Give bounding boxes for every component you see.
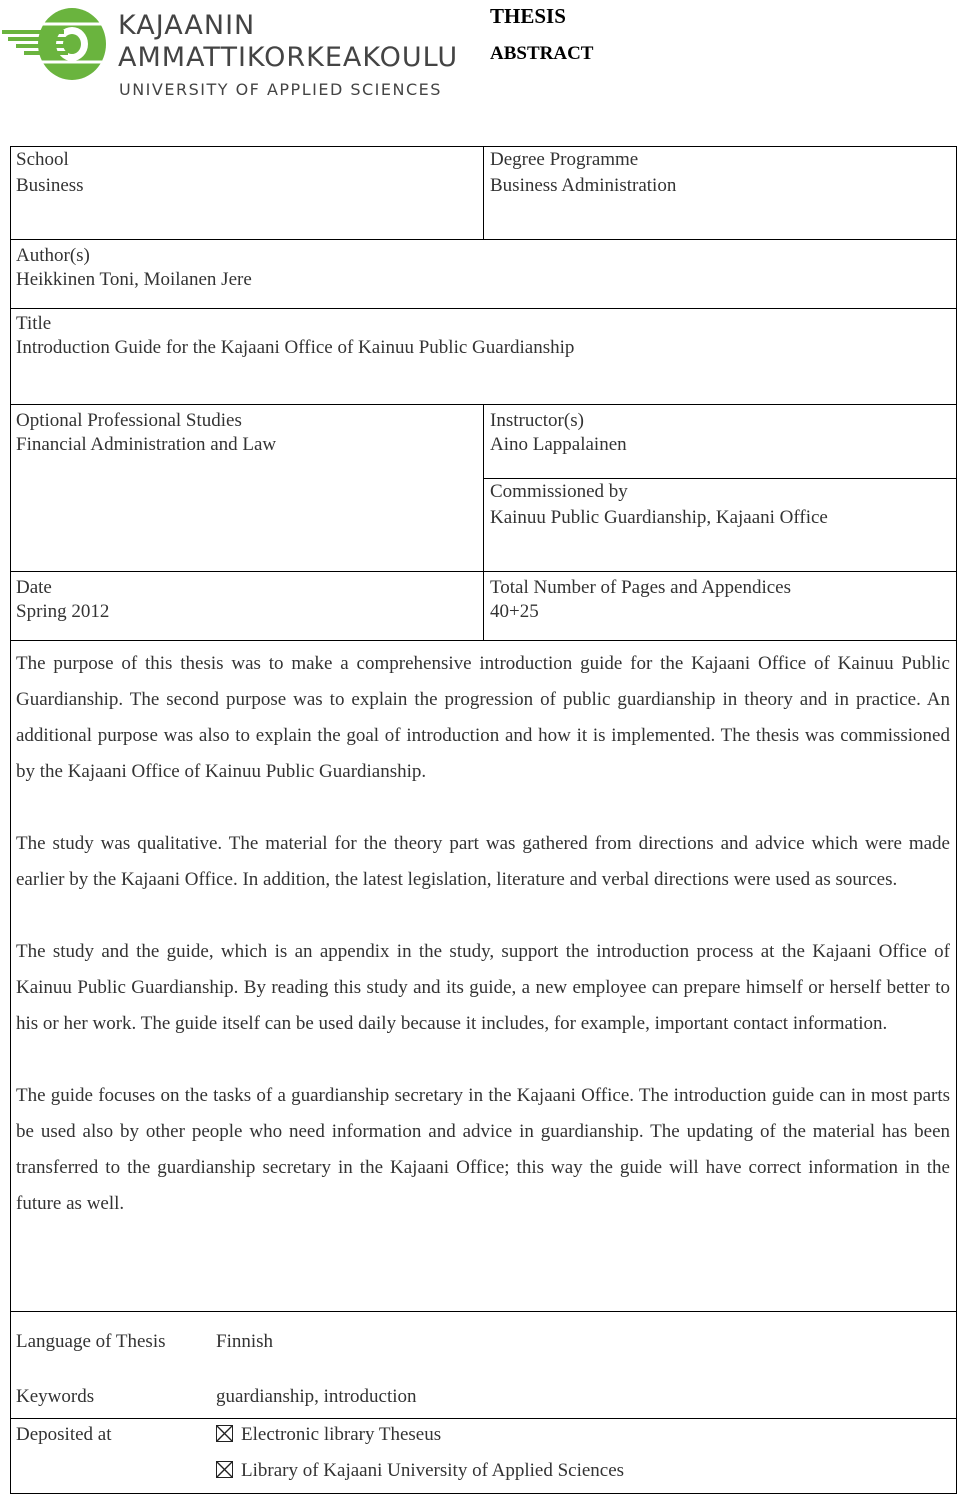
doc-type: THESIS	[490, 4, 566, 28]
abstract-paragraph-2: The study was qualitative. The material for the theory part was gathered from directions and advice which were made earlier by the Kajaani Office. In addition, the latest legislation, literature and verbal directions were used as sources.	[16, 833, 950, 890]
degree-value: Business Administration	[490, 175, 677, 196]
checkbox-checked-icon[interactable]	[216, 1425, 233, 1442]
commissioned-field	[490, 480, 828, 530]
logo	[2, 4, 110, 84]
abstract-paragraph-3: The study and the guide, which is an appendix in the study, support the introduction process at the Kajaani Office of Kainuu Public Guardianship. By reading this study and its guide, a new employee can prepare himself or herself better to his or her work. The guide itself can be used daily because it includes, for example, important contact information.	[16, 941, 950, 1034]
checkbox-checked-icon[interactable]	[216, 1461, 233, 1478]
logo-line-2: AMMATTIKORKEAKOULU	[118, 42, 459, 73]
keywords-value: guardianship, introduction	[216, 1386, 417, 1407]
pages-field	[490, 576, 791, 624]
keywords-label: Keywords	[16, 1386, 95, 1407]
language-label: Language of Thesis	[16, 1331, 166, 1352]
date-label: Date	[16, 577, 52, 598]
logo-line-3: UNIVERSITY OF APPLIED SCIENCES	[119, 80, 442, 99]
abstract-paragraph-1: The purpose of this thesis was to make a comprehensive introduction guide for the Kajaani Office of Kainuu Public Guardianship. The second purpose was to explain the progression of public guardianship in theory and in practice. An additional purpose was also to explain the goal of introduction and how it is implemented. The thesis was commissioned by the Kajaani Office of Kainuu Public Guardianship.	[16, 653, 950, 782]
commissioned-label: Commissioned by	[490, 481, 628, 502]
author-field	[16, 244, 252, 292]
instructor-label: Instructor(s)	[490, 410, 584, 431]
title-label: Title	[16, 313, 52, 334]
pages-value: 40+25	[490, 601, 539, 622]
logo-line-1: KAJAANIN	[118, 10, 256, 41]
author-value: Heikkinen Toni, Moilanen Jere	[16, 269, 252, 290]
language-value: Finnish	[216, 1331, 274, 1352]
pages-label: Total Number of Pages and Appendices	[490, 577, 792, 598]
optional-studies-value: Financial Administration and Law	[16, 434, 277, 455]
deposit-option-label: Library of Kajaani University of Applied Sciences	[241, 1460, 625, 1481]
logo-mark-icon	[2, 4, 110, 84]
instructor-field	[490, 409, 627, 457]
date-field	[16, 576, 109, 624]
title-field	[16, 312, 574, 360]
school-field	[16, 148, 84, 198]
abstract-paragraph-4: The guide focuses on the tasks of a guardianship secretary in the Kajaani Office. The introduction guide can in most parts be used also by other people who need information and advice in guardianship. The updating of the material has been transferred to the guardianship secretary in the Kajaani Office; this way the guide will have correct information in the future as well.	[16, 1085, 950, 1214]
commissioned-value: Kainuu Public Guardianship, Kajaani Office	[490, 507, 828, 528]
author-label: Author(s)	[16, 245, 90, 266]
deposit-option-library[interactable]	[216, 1459, 624, 1483]
date-value: Spring 2012	[16, 601, 110, 622]
title-value: Introduction Guide for the Kajaani Office of Kainuu Public Guardianship	[16, 337, 575, 358]
instructor-value: Aino Lappalainen	[490, 434, 627, 455]
deposited-label: Deposited at	[16, 1424, 112, 1445]
deposit-option-theseus[interactable]	[216, 1423, 441, 1447]
degree-label: Degree Programme	[490, 149, 639, 170]
doc-subtype: ABSTRACT	[490, 43, 594, 64]
optional-studies-label: Optional Professional Studies	[16, 410, 242, 431]
abstract-body	[16, 646, 950, 1222]
school-value: Business	[16, 175, 84, 196]
school-label: School	[16, 149, 69, 170]
optional-studies-field	[16, 409, 276, 457]
deposit-option-label: Electronic library Theseus	[241, 1424, 442, 1445]
degree-field	[490, 148, 676, 198]
